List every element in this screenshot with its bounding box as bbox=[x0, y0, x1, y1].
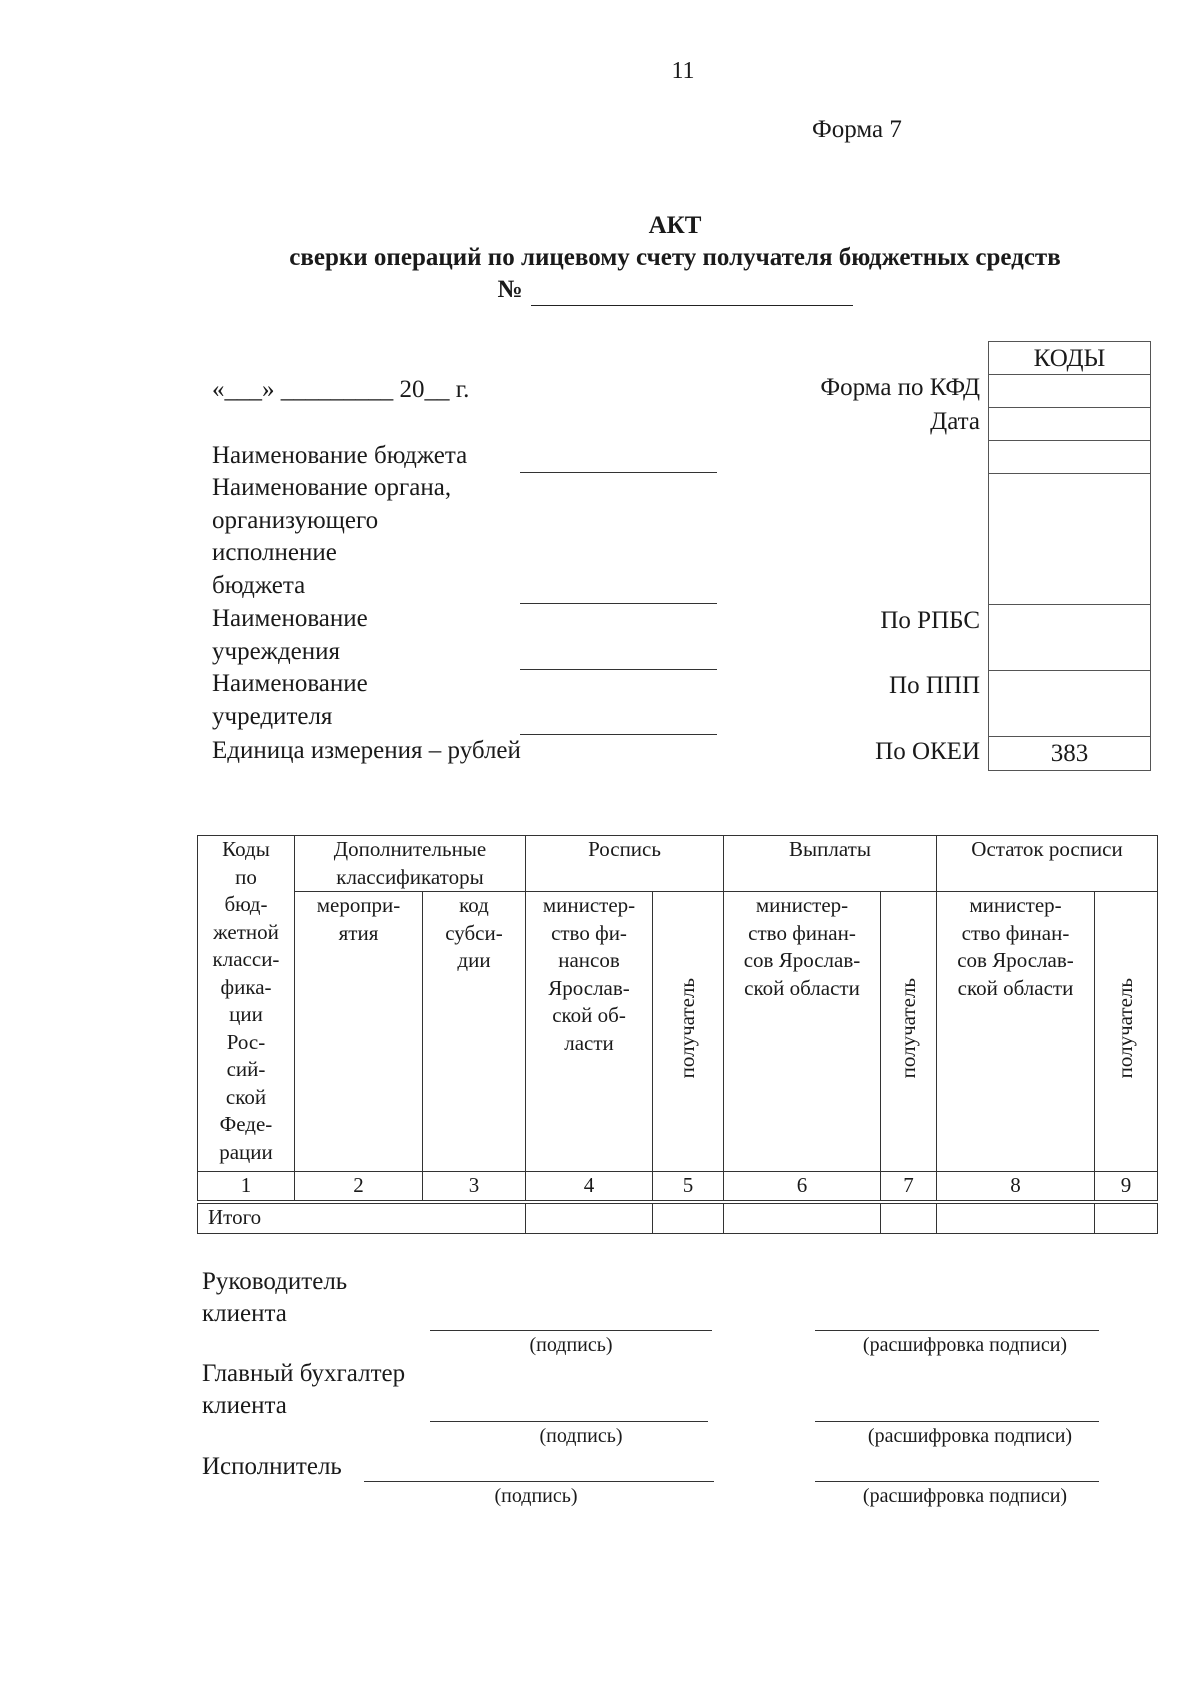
codes-ppp-label: По ППП bbox=[889, 672, 980, 699]
signature-accountant-decode-line bbox=[815, 1421, 1099, 1422]
header-text-line: сов Ярослав- bbox=[743, 948, 861, 972]
field-founder-line: учредителя bbox=[212, 702, 333, 730]
header-vyplaty-minfin bbox=[724, 892, 881, 1172]
header-text-line: сов Ярослав- bbox=[957, 948, 1074, 972]
field-institution-label bbox=[212, 603, 368, 668]
header-text-line: ции bbox=[229, 1002, 263, 1026]
header-text-line: меропри- bbox=[316, 893, 401, 917]
header-text-line: ской об- bbox=[552, 1003, 626, 1027]
field-budget-blank bbox=[520, 472, 717, 473]
header-rospis-recipient bbox=[653, 892, 724, 1172]
header-subsidy-code bbox=[423, 892, 526, 1172]
header-ostatok-rospisi: Остаток росписи bbox=[937, 836, 1158, 892]
caption-decode: (расшифровка подписи) bbox=[867, 1425, 1073, 1447]
header-text-line: по bbox=[235, 864, 257, 889]
header-text-line: ской области bbox=[957, 975, 1074, 1000]
caption-decode: (расшифровка подписи) bbox=[862, 1334, 1068, 1356]
caption-signature: (подпись) bbox=[539, 1425, 623, 1447]
col-number: 4 bbox=[526, 1172, 653, 1202]
header-text-line: Ярослав- bbox=[548, 975, 630, 1000]
header-text-line: дии bbox=[457, 948, 491, 972]
total-cell[interactable] bbox=[724, 1202, 881, 1234]
header-meropriyatiya bbox=[295, 892, 423, 1172]
number-blank-line bbox=[531, 279, 853, 306]
total-cell[interactable] bbox=[937, 1202, 1095, 1234]
vertical-header-text: получатель bbox=[675, 977, 700, 1078]
document-title bbox=[230, 210, 1120, 306]
header-text-line: Феде- bbox=[219, 1112, 273, 1136]
signature-accountant-label bbox=[202, 1358, 405, 1422]
col-number: 2 bbox=[295, 1172, 423, 1202]
signature-label-line: клиента bbox=[202, 1300, 287, 1327]
header-ostatok-recipient bbox=[1095, 892, 1158, 1172]
signature-accountant-line bbox=[430, 1421, 708, 1422]
codes-okei-label: По ОКЕИ bbox=[875, 738, 980, 765]
col-number: 7 bbox=[881, 1172, 937, 1202]
codes-kfd-label: Форма по КФД bbox=[820, 374, 980, 401]
total-cell[interactable] bbox=[526, 1202, 653, 1234]
form-label: Форма 7 bbox=[812, 116, 902, 143]
caption-signature: (подпись) bbox=[494, 1485, 578, 1507]
signature-label-line: клиента bbox=[202, 1392, 287, 1419]
header-text-line: Рос- bbox=[226, 1029, 266, 1054]
signature-label-line: Руководитель bbox=[202, 1268, 348, 1295]
field-organ-line: организующего bbox=[212, 506, 379, 534]
field-institution-line: Наименование bbox=[212, 605, 368, 632]
header-text-line: Коды bbox=[222, 837, 270, 861]
header-rospis-minfin bbox=[526, 892, 653, 1172]
col-number: 6 bbox=[724, 1172, 881, 1202]
vertical-header-text: получатель bbox=[1113, 977, 1138, 1078]
col-number: 8 bbox=[937, 1172, 1095, 1202]
field-organ-blank bbox=[520, 603, 717, 604]
header-text-line: ской bbox=[225, 1084, 267, 1109]
codes-kfd-cell[interactable] bbox=[989, 375, 1150, 408]
title-number bbox=[230, 274, 1120, 306]
field-organ-line: бюджета bbox=[212, 571, 306, 599]
signature-executor-label: Исполнитель bbox=[202, 1453, 342, 1480]
col-number: 5 bbox=[653, 1172, 724, 1202]
signature-head-decode-line bbox=[815, 1330, 1099, 1331]
header-text-line: министер- bbox=[969, 893, 1062, 917]
field-organ-line: исполнение bbox=[212, 539, 337, 566]
header-text-line: жетной bbox=[213, 919, 279, 944]
total-cell[interactable] bbox=[1095, 1202, 1158, 1234]
total-row-label: Итого bbox=[198, 1202, 526, 1234]
caption-signature: (подпись) bbox=[529, 1334, 613, 1356]
codes-box bbox=[988, 341, 1151, 771]
codes-date-cell[interactable] bbox=[989, 408, 1150, 441]
signature-head-label bbox=[202, 1266, 347, 1330]
signature-head-line bbox=[430, 1330, 712, 1331]
title-line-2: сверки операций по лицевому счету получателя бюджетных средств bbox=[289, 244, 1061, 271]
codes-okei-value: 383 bbox=[1050, 740, 1089, 767]
total-cell[interactable] bbox=[881, 1202, 937, 1234]
signature-executor-line bbox=[364, 1481, 714, 1482]
codes-ppp-cell[interactable] bbox=[989, 671, 1150, 737]
header-text-line: нансов bbox=[558, 948, 620, 972]
header-text-line: министер- bbox=[542, 893, 636, 917]
reconciliation-table bbox=[197, 835, 1158, 1234]
number-prefix: № bbox=[497, 276, 523, 303]
codes-header: КОДЫ bbox=[989, 342, 1150, 375]
field-founder-line: Наименование bbox=[212, 670, 368, 697]
page-number: 11 bbox=[671, 58, 695, 84]
header-text-line: рации bbox=[219, 1139, 273, 1164]
signature-label-line: Главный бухгалтер bbox=[202, 1360, 406, 1387]
header-budget-classification-codes bbox=[198, 836, 295, 1172]
header-text-line: ятия bbox=[338, 920, 379, 945]
header-text-line: ство фи- bbox=[551, 920, 627, 945]
header-rospis: Роспись bbox=[526, 836, 724, 892]
field-organ-label bbox=[212, 472, 451, 602]
title-line-1: АКТ bbox=[648, 212, 702, 239]
codes-organ-cell[interactable] bbox=[989, 474, 1150, 605]
header-text-line: сий- bbox=[226, 1057, 266, 1081]
codes-rpbs-label: По РПБС bbox=[880, 607, 980, 634]
header-text-line: министер- bbox=[755, 893, 849, 917]
header-text-line: ласти bbox=[564, 1030, 614, 1055]
field-founder-label bbox=[212, 668, 368, 733]
header-ostatok-minfin bbox=[937, 892, 1095, 1172]
header-vyplaty-recipient bbox=[881, 892, 937, 1172]
col-number: 9 bbox=[1095, 1172, 1158, 1202]
header-text-line: класси- bbox=[212, 947, 280, 971]
header-text-line: бюд- bbox=[224, 892, 268, 916]
signature-executor-decode-line bbox=[815, 1481, 1099, 1482]
total-cell[interactable] bbox=[653, 1202, 724, 1234]
vertical-header-text: получатель bbox=[895, 977, 920, 1078]
caption-decode: (расшифровка подписи) bbox=[862, 1485, 1068, 1507]
field-founder-blank bbox=[520, 734, 717, 735]
header-text-line: ство финан- bbox=[748, 920, 856, 945]
header-text-line: классификаторы bbox=[336, 864, 484, 889]
codes-date-label: Дата bbox=[930, 408, 980, 435]
header-text-line: ской области bbox=[744, 975, 860, 1000]
date-line: «___» _________ 20__ г. bbox=[212, 376, 470, 403]
codes-rpbs-cell[interactable] bbox=[989, 605, 1150, 671]
field-institution-blank bbox=[520, 669, 717, 670]
field-budget-label: Наименование бюджета bbox=[212, 442, 468, 469]
field-institution-line: учреждения bbox=[212, 637, 341, 665]
field-organ-line: Наименование органа, bbox=[212, 474, 452, 501]
codes-budget-cell[interactable] bbox=[989, 441, 1150, 474]
header-text-line: Дополнительные bbox=[333, 837, 487, 861]
header-text-line: фика- bbox=[220, 974, 272, 999]
field-unit-label: Единица измерения – рублей bbox=[212, 737, 521, 764]
header-vyplaty: Выплаты bbox=[724, 836, 937, 892]
header-text-line: субси- bbox=[445, 920, 503, 945]
header-additional-classifiers bbox=[295, 836, 526, 892]
header-text-line: код bbox=[459, 893, 489, 917]
col-number: 1 bbox=[198, 1172, 295, 1202]
col-number: 3 bbox=[423, 1172, 526, 1202]
header-text-line: ство финан- bbox=[961, 920, 1070, 945]
